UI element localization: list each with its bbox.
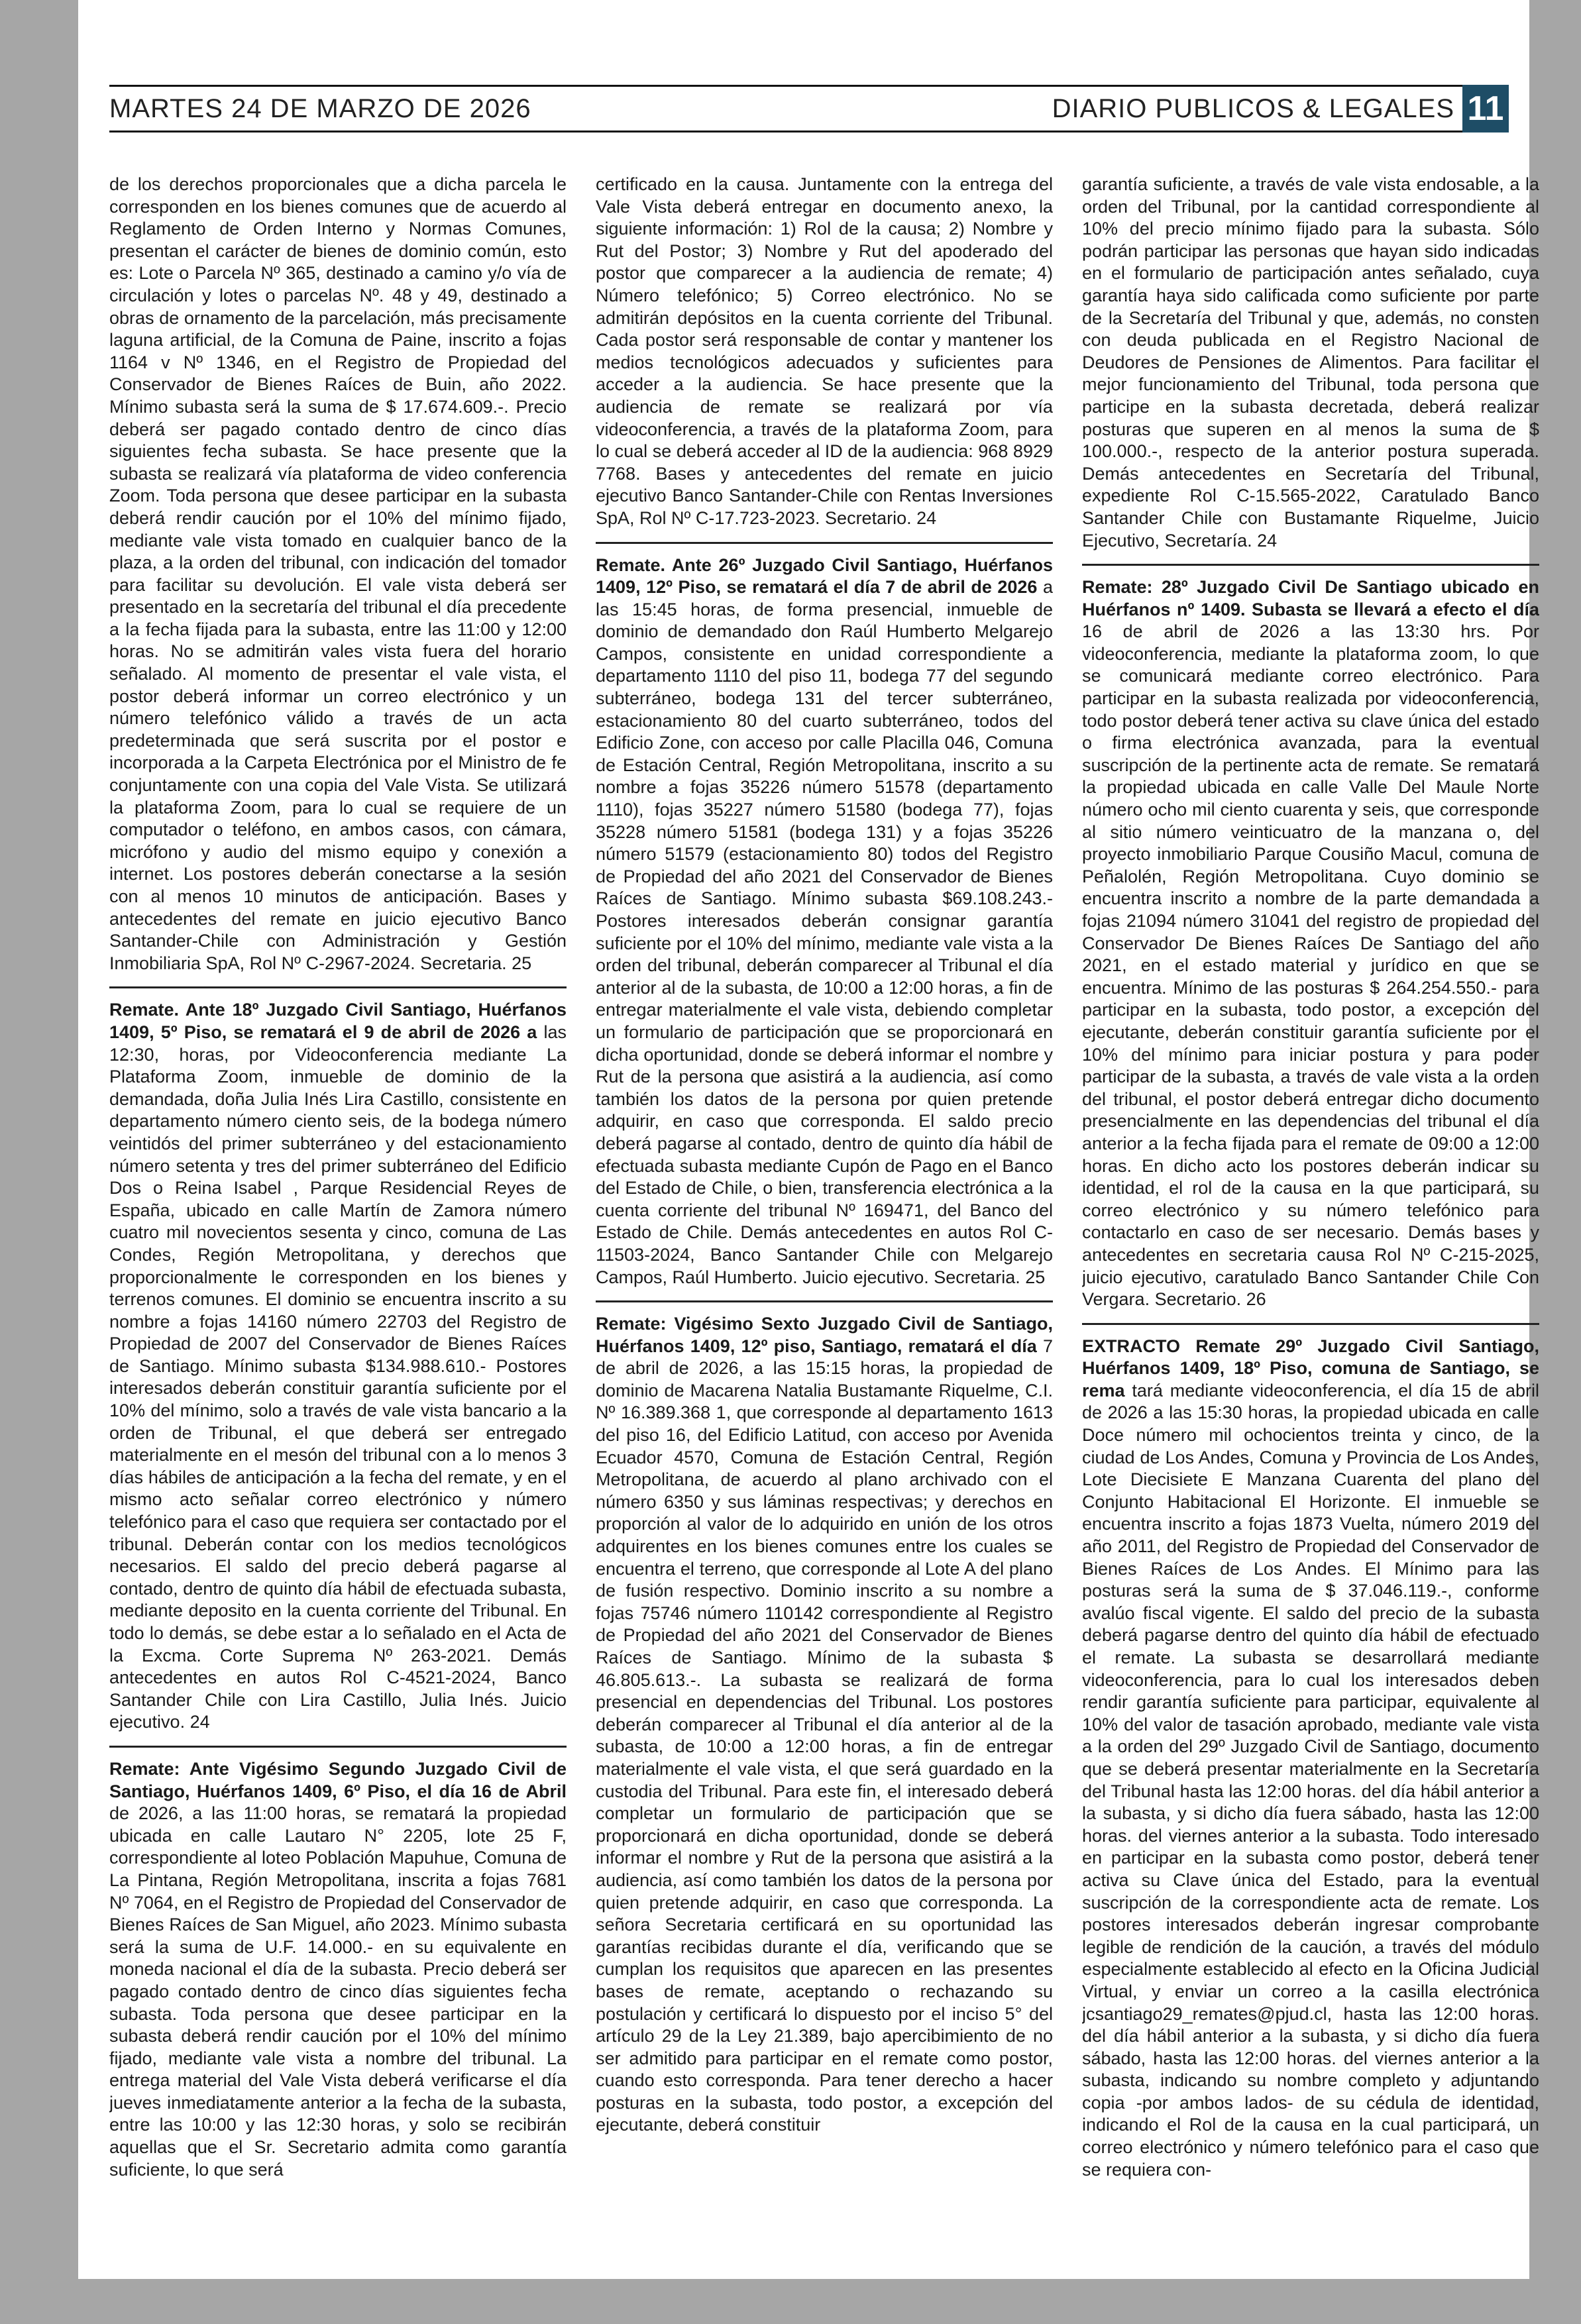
notice-lead: Remate. Ante 26º Juzgado Civil Santiago, Huérfanos 1409, 12º Piso, se rematará el día 7 de abril de 2026 <box>596 555 1053 598</box>
notice <box>1082 564 1539 1311</box>
column-2 <box>596 174 1053 2267</box>
notice <box>596 174 1053 530</box>
notice <box>109 986 567 1734</box>
notice-body: tará mediante videoconferencia, el día 15 de abril de 2026 a las 15:30 horas, la propiedad ubicada en calle Doce número mil ochocientos treinta y cinco, de la ciudad de Los Andes, Comuna y Provincia de Los Andes, Lote Diecisiete E Manzana Cuarenta del plano del Conjunto Habitacional El Horizonte. El inmueble se encuentra inscrito a fojas 1873 Vuelta, número 2019 del año 2011, del Registro de Propiedad del Conservador de Bienes Raíces de Los Andes. El Mínimo para las posturas será la suma de $ 37.046.119.-, conforme avalúo fiscal vigente. El saldo del precio de la subasta deberá pagarse dentro del quinto día hábil de efectuado el remate. La subasta se desarrollará mediante videoconferencia, para lo cual los interesados deben rendir garantía suficiente para participar, equivalente al 10% del valor de tasación aprobado, mediante vale vista a la orden del 29º Juzgado Civil de Santiago, documento que se deberá presentar materialmente en la Secretaría del Tribunal hasta las 12:00 horas. del día hábil anterior a la subasta, y si dicho día fuera sábado, hasta las 12:00 horas. del viernes anterior a la subasta. Todo interesado en participar en la subasta como postor, deberá tener activa su Clave única del Estado, para la eventual suscripción de la correspondiente acta de remate. Los postores interesados deberán ingresar comprobante legible de rendición de la caución, a través del módulo especialmente establecido al efecto en la Oficina Judicial Virtual, y enviar un correo a la casilla electrónica jcsantiago29_remates@pjud.cl, hasta las 12:00 horas. del día hábil anterior a la subasta, y si dicho día fuera sábado, hasta las 12:00 horas. del viernes anterior a la subasta, indicando su nombre completo y adjuntando copia -por ambos lados- de su cédula de identidad, indicando el Rol de la causa en la cual participará, un correo electrónico y número telefónico para el caso que se requiera con- <box>1082 1380 1539 2180</box>
notice <box>596 1300 1053 2137</box>
notice-lead: Remate. Ante 18º Juzgado Civil Santiago, Huérfanos 1409, 5º Piso, se rematará el 9 de abril de 2026 a <box>109 1000 567 1042</box>
notice-body: 16 de abril de 2026 a las 13:30 hrs. Por videoconferencia, mediante la plataforma zoom, lo que se comunicará mediante correo electrónico. Para participar en la subasta realizada por videoconferencia, todo postor deberá tener activa su clave única del estado o firma electrónica avanzada, para la eventual suscripción de la pertinente acta de remate. Se rematará la propiedad ubicada en calle Valle Del Maule Norte número ocho mil ciento cuarenta y seis, que corresponde al sitio número veinticuatro de la manzana o, del proyecto inmobiliario Parque Cousiño Macul, comuna de Peñalolén, Región Metropolitana. Cuyo dominio se encuentra inscrito a nombre de la parte demandada a fojas 21094 número 31041 del registro de propiedad del Conservador De Bienes Raíces De Santiago del año 2021, en el estado material y jurídico en que se encuentra. Mínimo de las posturas $ 264.254.550.- para participar en la subasta, todo postor, a excepción del ejecutante, deberán constituir garantía suficiente por el 10% del mínimo para iniciar postura y para poder participar de la subasta, a través de vale vista a la orden del tribunal, el postor deberá entregar dicho documento presencialmente en las dependencias del tribunal el día anterior a la fecha fijada para el remate de 09:00 a 12:00 horas. En dicho acto los postores deberán indicar su identidad, el rol de la causa en la que participará, su correo electrónico y su número telefónico para contactarlo en caso de ser necesario. Demás bases y antecedentes en secretaria causa Rol Nº C-215-2025, juicio ejecutivo, caratulado Banco Santander Chile Con Vergara. Secretario. 26 <box>1082 621 1539 1310</box>
publication-name: DIARIO PUBLICOS & LEGALES <box>1052 93 1454 123</box>
column-1 <box>109 174 567 2267</box>
notice <box>109 174 567 975</box>
notice-body: garantía suficiente, a través de vale vista endosable, a la orden del Tribunal, por la cantidad correspondiente al 10% del precio mínimo fijado para la subasta. Sólo podrán participar las personas que hayan sido indicadas en el formulario de participación antes señalado, cuya garantía haya sido calificada como suficiente por parte de la Secretaría del Tribunal y que, además, no consten con deuda publicada en el Registro Nacional de Deudores de Pensiones de Alimentos. Para facilitar el mejor funcionamiento del Tribunal, toda persona que participe en la subasta decretada, deberá realizar posturas que superen en al menos la suma de $ 100.000.-, respecto de la anterior postura superada. Demás antecedentes en Secretaría del Tribunal, expediente Rol C-15.565-2022, Caratulado Banco Santander Chile con Bustamante Riquelme, Juicio Ejecutivo, Secretaría. 24 <box>1082 174 1539 551</box>
notice-lead: Remate: 28º Juzgado Civil De Santiago ubicado en Huérfanos nº 1409. Subasta se llevará a efecto el día <box>1082 577 1539 619</box>
notice-body: las 12:30, horas, por Videoconferencia mediante La Plataforma Zoom, inmueble de dominio de la demandada, doña Julia Inés Lira Castillo, consistente en departamento número ciento seis, de la bodega número veintidós del primer subterráneo y del estacionamiento número setenta y tres del primer subterráneo del Edificio Dos o Reina Isabel , Parque Residencial Reyes de España, ubicado en calle Martín de Zamora número cuatro mil novecientos sesenta y cinco, comuna de Las Condes, Región Metropolitana, y derechos que proporcionalmente le corresponden en los bienes y terrenos comunes. El dominio se encuentra inscrito a su nombre a fojas 14160 número 22703 del Registro de Propiedad de 2007 del Conservador de Bienes Raíces de Santiago. Mínimo subasta $134.988.610.- Postores interesados deberán constituir garantía suficiente por el 10% del mínimo, solo a través de vale vista bancario a la orden de Tribunal, el que deberá ser entregado materialmente en el mesón del tribunal con a lo menos 3 días hábiles de anticipación a la fecha del remate, y en el mismo acto señalar correo electrónico y número telefónico para el caso que requiera ser contactado por el tribunal. Deberán contar con los medios tecnológicos necesarios. El saldo del precio deberá pagarse al contado, dentro de quinto día hábil de efectuada subasta, mediante deposito en la cuenta corriente del Tribunal. En todo lo demás, se debe estar a lo señalado en el Acta de la Excma. Corte Suprema Nº 263-2021. Demás antecedentes en autos Rol C-4521-2024, Banco Santander Chile con Lira Castillo, Julia Inés. Juicio ejecutivo. 24 <box>109 1022 567 1732</box>
notice <box>596 542 1053 1289</box>
notice <box>1082 174 1539 552</box>
notice-body: 7 de abril de 2026, a las 15:15 horas, la propiedad de dominio de Macarena Natalia Bustamante Riquelme, C.I. Nº 16.389.368 1, que corresponde al departamento 1613 del piso 16, del Edificio Latitud, con acceso por Avenida Ecuador 4570, Comuna de Estación Central, Región Metropolitana, de acuerdo al plano archivado con el número 6350 y sus láminas respectivas; y derechos en proporción al valor de lo adquirido en unión de los otros adquirentes en los bienes comunes entre los cuales se encuentra el terreno, que corresponde al Lote A del plano de fusión respectivo. Dominio inscrito a su nombre a fojas 75746 número 110142 correspondiente al Registro de Propiedad del año 2021 del Conservador de Bienes Raíces de Santiago. Mínimo de la subasta $ 46.805.613.-. La subasta se realizará de forma presencial en dependencias del Tribunal. Los postores deberán comparecer al Tribunal el día anterior al de la subasta, de 10:00 a 12:00 horas, a fin de entregar materialmente el vale vista, el que será guardado en la custodia del Tribunal. Para este fin, el interesado deberá completar un formulario de participación que se proporcionará en dicha oportunidad, donde se deberá informar el nombre y Rut de la persona que asistirá a la audiencia, así como también los datos de la persona por quien pretende adquirir, en caso que corresponda. La señora Secretaria certificará en su oportunidad las garantías recibidas durante el día, verificando que se cumplan los requisitos que aparecen en las presentes bases de remate, aceptando o rechazando su postulación y certificará lo dispuesto por el inciso 5° del artículo 29 de la Ley 21.389, bajo apercibimiento de no ser admitido para participar en el remate como postor, cuando esto corresponda. Para tener derecho a hacer posturas en la subasta, todo postor, a excepción del ejecutante, deberá constituir <box>596 1336 1053 2135</box>
notice <box>1082 1323 1539 2182</box>
notice-lead: EXTRACTO Remate 29º Juzgado Civil Santiago, Huérfanos 1409, 18º Piso, comuna de Santiago, se rema <box>1082 1336 1539 1400</box>
notice-lead: Remate: Vigésimo Sexto Juzgado Civil de Santiago, Huérfanos 1409, 12º piso, Santiago, rematará el día <box>596 1314 1053 1356</box>
page-number-badge: 11 <box>1462 85 1509 132</box>
notice-body: a las 15:45 horas, de forma presencial, inmueble de dominio de demandado don Raúl Humberto Melgarejo Campos, consistente en unidad correspondiente a departamento 1110 del piso 11, bodega 77 del segundo subterráneo, bodega 131 del tercer subterráneo, estacionamiento 80 del cuarto subterráneo, todos del Edificio Zone, con acceso por calle Placilla 046, Comuna de Estación Central, Región Metropolitana, inscrito a su nombre a fojas 35226 número 51578 (departamento 1110), fojas 35227 número 51580 (bodega 77), fojas 35228 número 51581 (bodega 131) y a fojas 35226 número 51579 (estacionamiento 80) todos del Registro de Propiedad del año 2021 del Conservador de Bienes Raíces de Santiago. Mínimo subasta $69.108.243.- Postores interesados deberán consignar garantía suficiente por el 10% del mínimo, mediante vale vista a la orden del tribunal, deberán comparecer al Tribunal el día anterior al de la subasta, de 10:00 a 12:00 horas, a fin de entregar materialmente el vale vista, debiendo completar un formulario de participación que se proporcionará en dicha oportunidad, donde se deberá informar el nombre y Rut de la persona que asistirá a la audiencia, así como también los datos de la persona por quien pretende adquirir, en caso que corresponda. El saldo precio deberá pagarse al contado, dentro de quinto día hábil de efectuada subasta mediante Cupón de Pago en el Banco del Estado de Chile, o bien, transferencia electrónica a la cuenta corriente del tribunal Nº 169471, del Banco del Estado de Chile. Demás antecedentes en autos Rol C- 11503-2024, Banco Santander Chile con Melgarejo Campos, Raúl Humberto. Juicio ejecutivo. Secretaria. 25 <box>596 577 1053 1287</box>
notice-body: de los derechos proporcionales que a dicha parcela le corresponden en los bienes comunes que de acuerdo al Reglamento de Orden Interno y Normas Comunes, presentan el carácter de bienes de dominio común, esto es: Lote o Parcela Nº 365, destinado a camino y/o vía de circulación y lotes o parcelas Nº. 48 y 49, destinado a obras de ornamento de la parcelación, más precisamente laguna artificial, de la Comuna de Paine, inscrito a fojas 1164 v Nº 1346, en el Registro de Propiedad del Conservador de Bienes Raíces de Buin, año 2022. Mínimo subasta será la suma de $ 17.674.609.-. Precio deberá ser pagado contado dentro de cinco días siguientes fecha subasta. Se hace presente que la subasta se realizará vía plataforma de video conferencia Zoom. Toda persona que desee participar en la subasta deberá rendir caución por el 10% del mínimo fijado, mediante vale vista tomado en cualquier banco de la plaza, a la orden del tribunal, con indicación del tomador para facilitar su devolución. El vale vista deberá ser presentado en la secretaría del tribunal el día precedente a la fecha fijada para la subasta, entre las 11:00 y 12:00 horas. No se admitirán vales vista fuera del horario señalado. Al momento de presentar el vale vista, el postor deberá informar un correo electrónico y un número telefónico válido a través de un acta predeterminada que será suscrita por el postor e incorporada a la Carpeta Electrónica por el Ministro de fe conjuntamente con una copia del Vale Vista. Se utilizará la plataforma Zoom, para lo cual se requiere de un computador o teléfono, en ambos casos, con cámara, micrófono y audio del mismo equipo y conexión a internet. Los postores deberán conectarse a la sesión con al menos 10 minutos de anticipación. Bases y antecedentes del remate en juicio ejecutivo Banco Santander-Chile con Administración y Gestión Inmobiliaria SpA, Rol Nº C-2967-2024. Secretaria. 25 <box>109 174 567 973</box>
header-masthead <box>1052 85 1507 132</box>
header-date: MARTES 24 DE MARZO DE 2026 <box>109 93 531 123</box>
notice <box>109 1746 567 2181</box>
text-columns <box>109 174 1541 2267</box>
notice-lead: Remate: Ante Vigésimo Segundo Juzgado Civil de Santiago, Huérfanos 1409, 6º Piso, el día 16 de Abril <box>109 1758 567 1801</box>
notice-body: certificado en la causa. Juntamente con la entrega del Vale Vista deberá entregar en documento anexo, la siguiente información: 1) Rol de la causa; 2) Nombre y Rut del Postor; 3) Nombre y Rut del apoderado del postor que comparecer a la audiencia de remate; 4) Número telefónico; 5) Correo electrónico. No se admitirán depósitos en la cuenta corriente del Tribunal. Cada postor será responsable de contar y mantener los medios tecnológicos adecuados y suficientes para acceder a la audiencia. Se hace presente que la audiencia de remate se realizará por vía videoconferencia, a través de la plataforma Zoom, para lo cual se deberá acceder al ID de la audiencia: 968 8929 7768. Bases y antecedentes del remate en juicio ejecutivo Banco Santander-Chile con Rentas Inversiones SpA, Rol Nº C-17.723-2023. Secretario. 24 <box>596 174 1053 528</box>
page-header <box>109 85 1507 132</box>
notice-body: de 2026, a las 11:00 horas, se rematará la propiedad ubicada en calle Lautaro N° 2205, lote 25 F, correspondiente al loteo Población Mapuhue, Comuna de La Pintana, Región Metropolitana, inscrita a fojas 7681 Nº 7064, en el Registro de Propiedad del Conservador de Bienes Raíces de San Miguel, año 2023. Mínimo subasta será la suma de U.F. 14.000.- en su equivalente en moneda nacional el día de la subasta. Precio deberá ser pagado contado dentro de cinco días siguientes fecha subasta. Toda persona que desee participar en la subasta deberá rendir caución por el 10% del mínimo fijado, mediante vale vista a nombre del tribunal. La entrega material del Vale Vista deberá verificarse el día jueves inmediatamente anterior a la fecha de la subasta, entre las 10:00 y las 12:30 horas, y solo se recibirán aquellas que el Sr. Secretario admita como garantía suficiente, lo que será <box>109 1803 567 2180</box>
column-3 <box>1082 174 1539 2267</box>
